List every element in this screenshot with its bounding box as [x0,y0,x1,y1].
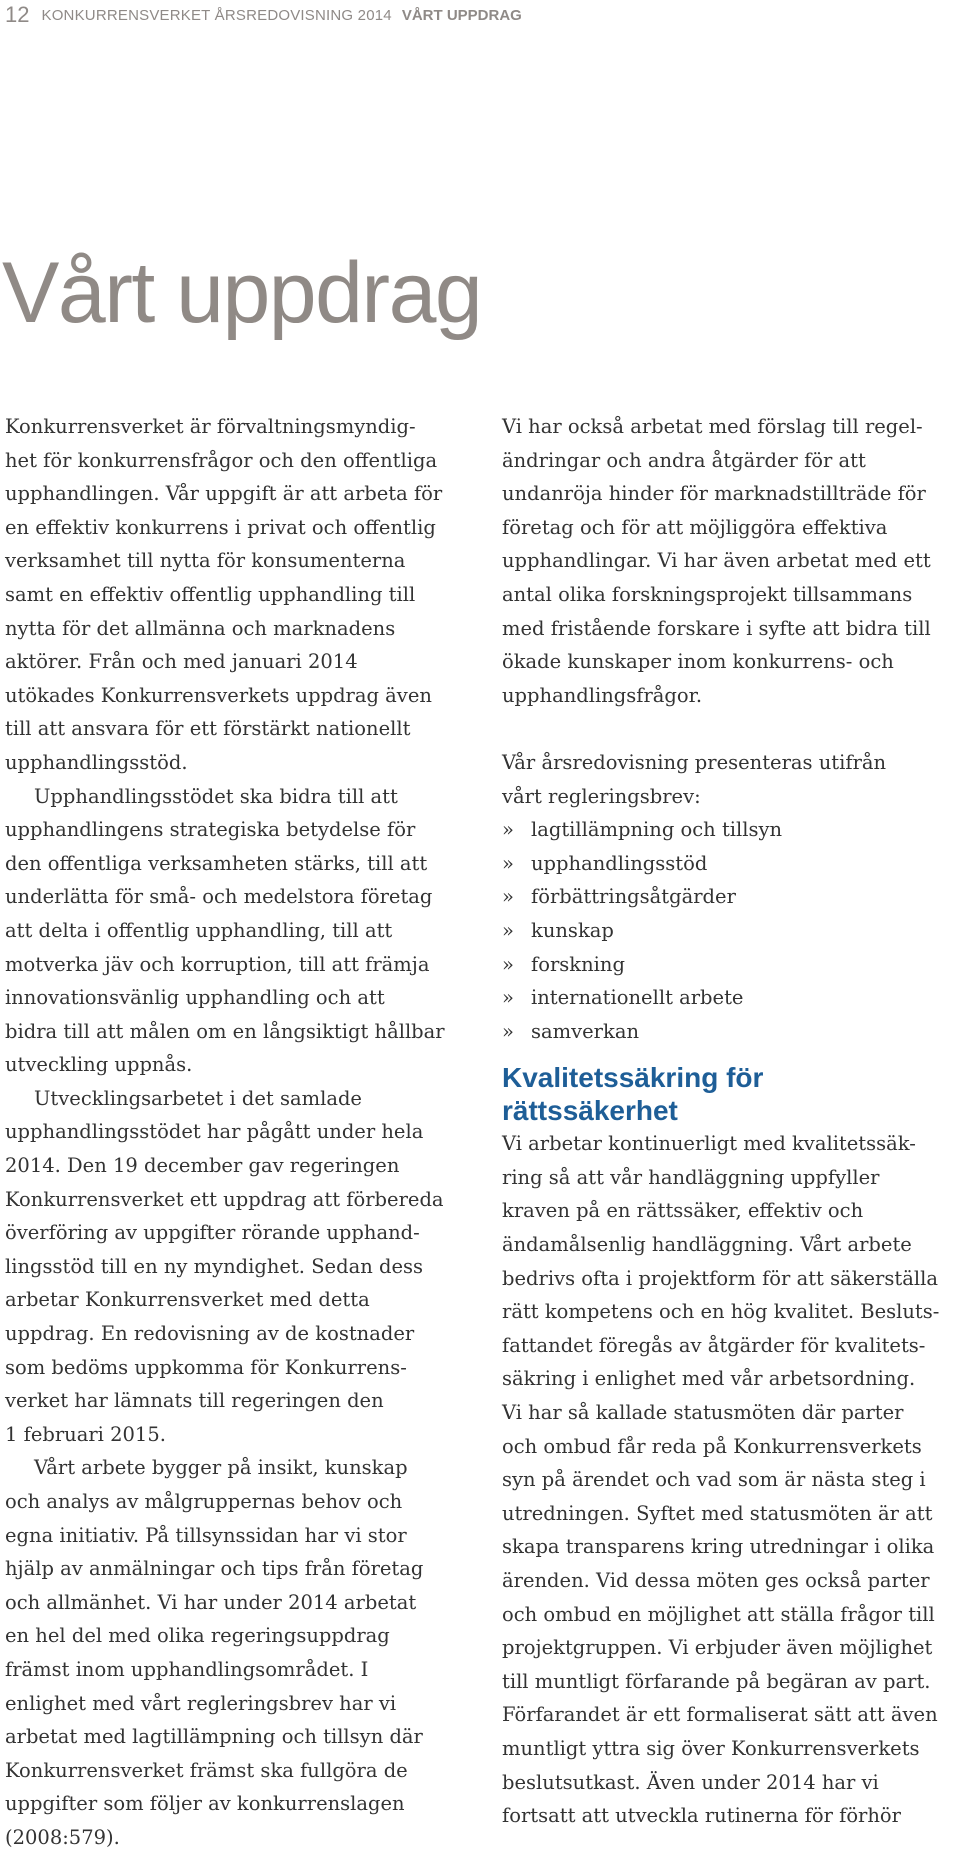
list-item-label: upphandlingsstöd [531,851,708,875]
text-line: verket har lämnats till regeringen den [5,1389,384,1413]
text-line: ring så att vår handläggning uppfyller [502,1165,880,1189]
text-line: enlighet med vårt regleringsbrev har vi [5,1691,397,1715]
text-line: fortsatt att utveckla rutinerna för förhör [502,1804,901,1828]
text-line: att delta i offentlig upphandling, till att [5,918,393,942]
text-line: Upphandlingsstödet ska bidra till att [34,784,398,808]
text-line: överföring av uppgifter rörande upphand- [5,1221,420,1245]
paragraph-upphandlingsstod [5,780,467,1082]
text-line: utredningen. Syftet med statusmöten är att [502,1501,933,1525]
text-line: het för konkurrensfrågor och den offentliga [5,448,438,472]
right-column [502,410,958,1833]
text-line: ändamålsenlig handläggning. Vårt arbete [502,1233,912,1257]
paragraph-gap [502,712,958,746]
text-line: främst inom upphandlingsområdet. I [5,1657,369,1681]
list-item [502,981,958,1015]
text-line: aktörer. Från och med januari 2014 [5,650,358,674]
text-line: samt en effektiv offentlig upphandling till [5,582,416,606]
list-item [502,1015,958,1049]
page-header [5,0,522,30]
text-line: beslutsutkast. Även under 2014 har vi [502,1770,879,1794]
list-item [502,914,958,948]
text-line: och ombud en möjlighet att ställa frågor till [502,1602,935,1626]
text-line: Konkurrensverket ett uppdrag att förbereda [5,1187,444,1211]
paragraph-forslag [502,410,958,712]
text-line: bedrivs ofta i projektform för att säkerställa [502,1266,938,1290]
left-column [5,410,467,1855]
text-line: till muntligt förfarande på begäran av part. [502,1669,931,1693]
text-line: utökades Konkurrensverkets uppdrag även [5,683,432,707]
text-line: upphandlingar. Vi har även arbetat med ett [502,549,931,573]
text-line: antal olika forskningsprojekt tillsammans [502,582,913,606]
list-item [502,880,958,914]
text-line: hjälp av anmälningar och tips från företag [5,1557,424,1581]
text-line: Konkurrensverket är förvaltningsmyndig- [5,415,416,438]
text-line: muntligt yttra sig över Konkurrensverkets [502,1736,920,1760]
text-line: innovationsvänlig upphandling och att [5,986,385,1010]
text-line: med fristående forskare i syfte att bidra till [502,616,931,640]
text-line: vårt regleringsbrev: [502,784,701,808]
text-line: och analys av målgruppernas behov och [5,1490,403,1513]
list-item-label: förbättringsåtgärder [531,885,736,909]
text-line: en hel del med olika regeringsuppdrag [5,1624,390,1648]
subheading-line: Kvalitetssäkring för [502,1062,764,1094]
text-line: (2008:579). [5,1825,120,1849]
subheading-line: rättssäkerhet [502,1095,678,1127]
bullet-marker: » [502,885,514,909]
text-line: en effektiv konkurrens i privat och offentlig [5,515,436,539]
paragraph-utvecklingsarbete [5,1082,467,1452]
text-line: uppdrag. En redovisning av de kostnader [5,1322,415,1346]
section-subheading [502,1061,958,1127]
text-line: och allmänhet. Vi har under 2014 arbetat [5,1590,417,1614]
text-line: Vi har också arbetat med förslag till regel- [502,415,923,438]
page-title: Vårt uppdrag [2,245,482,341]
section-label: VÅRT UPPDRAG [401,6,522,24]
text-line: Vår årsredovisning presenteras utifrån [502,750,887,774]
text-line: 1 februari 2015. [5,1422,166,1446]
text-line: bidra till att målen om en långsiktigt hållbar [5,1019,445,1043]
bullet-marker: » [502,918,514,942]
text-line: skapa transparens kring utredningar i olika [502,1535,935,1559]
paragraph-intro [5,410,467,780]
list-item-label: forskning [531,952,625,976]
text-line: Utvecklingsarbetet i det samlade [34,1086,362,1110]
text-line: arbetar Konkurrensverket med detta [5,1288,370,1312]
list-item-label: samverkan [531,1019,640,1043]
list-item [502,948,958,982]
bullet-marker: » [502,1019,514,1043]
text-line: arbetat med lagtillämpning och tillsyn där [5,1725,423,1749]
list-item-label: internationellt arbete [531,986,744,1010]
text-line: upphandlingen. Vår uppgift är att arbeta för [5,482,443,506]
text-line: upphandlingsstödet har pågått under hela [5,1120,424,1144]
text-line: rätt kompetens och en hög kvalitet. Besluts- [502,1300,940,1324]
text-line: uppgifter som följer av konkurrenslagen [5,1792,405,1816]
text-line: Förfarandet är ett formaliserat sätt att även [502,1703,938,1727]
text-line: upphandlingsstöd. [5,750,188,774]
paragraph-vart-arbete [5,1451,467,1854]
text-line: fattandet föregås av åtgärder för kvalitets- [502,1333,926,1357]
text-line: utveckling uppnås. [5,1053,193,1077]
text-line: som bedöms uppkomma för Konkurrens- [5,1355,407,1379]
list-item-label: kunskap [531,918,614,942]
bullet-marker: » [502,851,514,875]
text-line: underlätta för små- och medelstora företag [5,885,433,909]
text-line: den offentliga verksamheten stärks, till att [5,851,428,875]
text-line: kraven på en rättssäker, effektiv och [502,1199,864,1223]
text-line: Konkurrensverket främst ska fullgöra de [5,1758,408,1782]
text-line: projektgruppen. Vi erbjuder även möjlighet [502,1636,933,1660]
list-item [502,847,958,881]
text-line: upphandlingsfrågor. [502,683,703,707]
text-line: Vi har så kallade statusmöten där parter [502,1401,904,1425]
text-line: lingsstöd till en ny myndighet. Sedan dess [5,1254,424,1278]
text-line: ökade kunskaper inom konkurrens- och [502,650,894,674]
text-line: upphandlingens strategiska betydelse för [5,818,416,842]
text-line: och ombud får reda på Konkurrensverkets [502,1434,922,1458]
text-line: företag och för att möjliggöra effektiva [502,515,888,539]
paragraph-arsredovisning [502,746,958,813]
text-line: Vårt arbete bygger på insikt, kunskap [34,1456,408,1480]
list-item [502,813,958,847]
list-item-label: lagtillämpning och tillsyn [531,818,783,842]
text-line: syn på ärendet och vad som är nästa steg i [502,1468,926,1492]
text-line: undanröja hinder för marknadstillträde för [502,482,926,506]
bullet-list [502,813,958,1048]
text-line: säkring i enlighet med vår arbetsordning. [502,1367,916,1391]
text-line: ändringar och andra åtgärder för att [502,448,866,472]
running-head: KONKURRENSVERKET ÅRSREDOVISNING 2014 [41,6,392,24]
text-line: egna initiativ. På tillsynssidan har vi stor [5,1523,407,1547]
bullet-marker: » [502,818,514,842]
page-number: 12 [5,2,30,27]
bullet-marker: » [502,986,514,1010]
bullet-marker: » [502,952,514,976]
text-line: Vi arbetar kontinuerligt med kvalitetssäk- [502,1132,916,1156]
text-line: ärenden. Vid dessa möten ges också parter [502,1569,930,1592]
text-line: nytta för det allmänna och marknadens [5,616,396,640]
text-line: 2014. Den 19 december gav regeringen [5,1154,400,1178]
text-line: till att ansvara för ett förstärkt nationellt [5,717,411,741]
paragraph-kvalitetssakring [502,1127,958,1832]
text-line: verksamhet till nytta för konsumenterna [5,549,406,573]
text-line: motverka jäv och korruption, till att främja [5,952,430,976]
